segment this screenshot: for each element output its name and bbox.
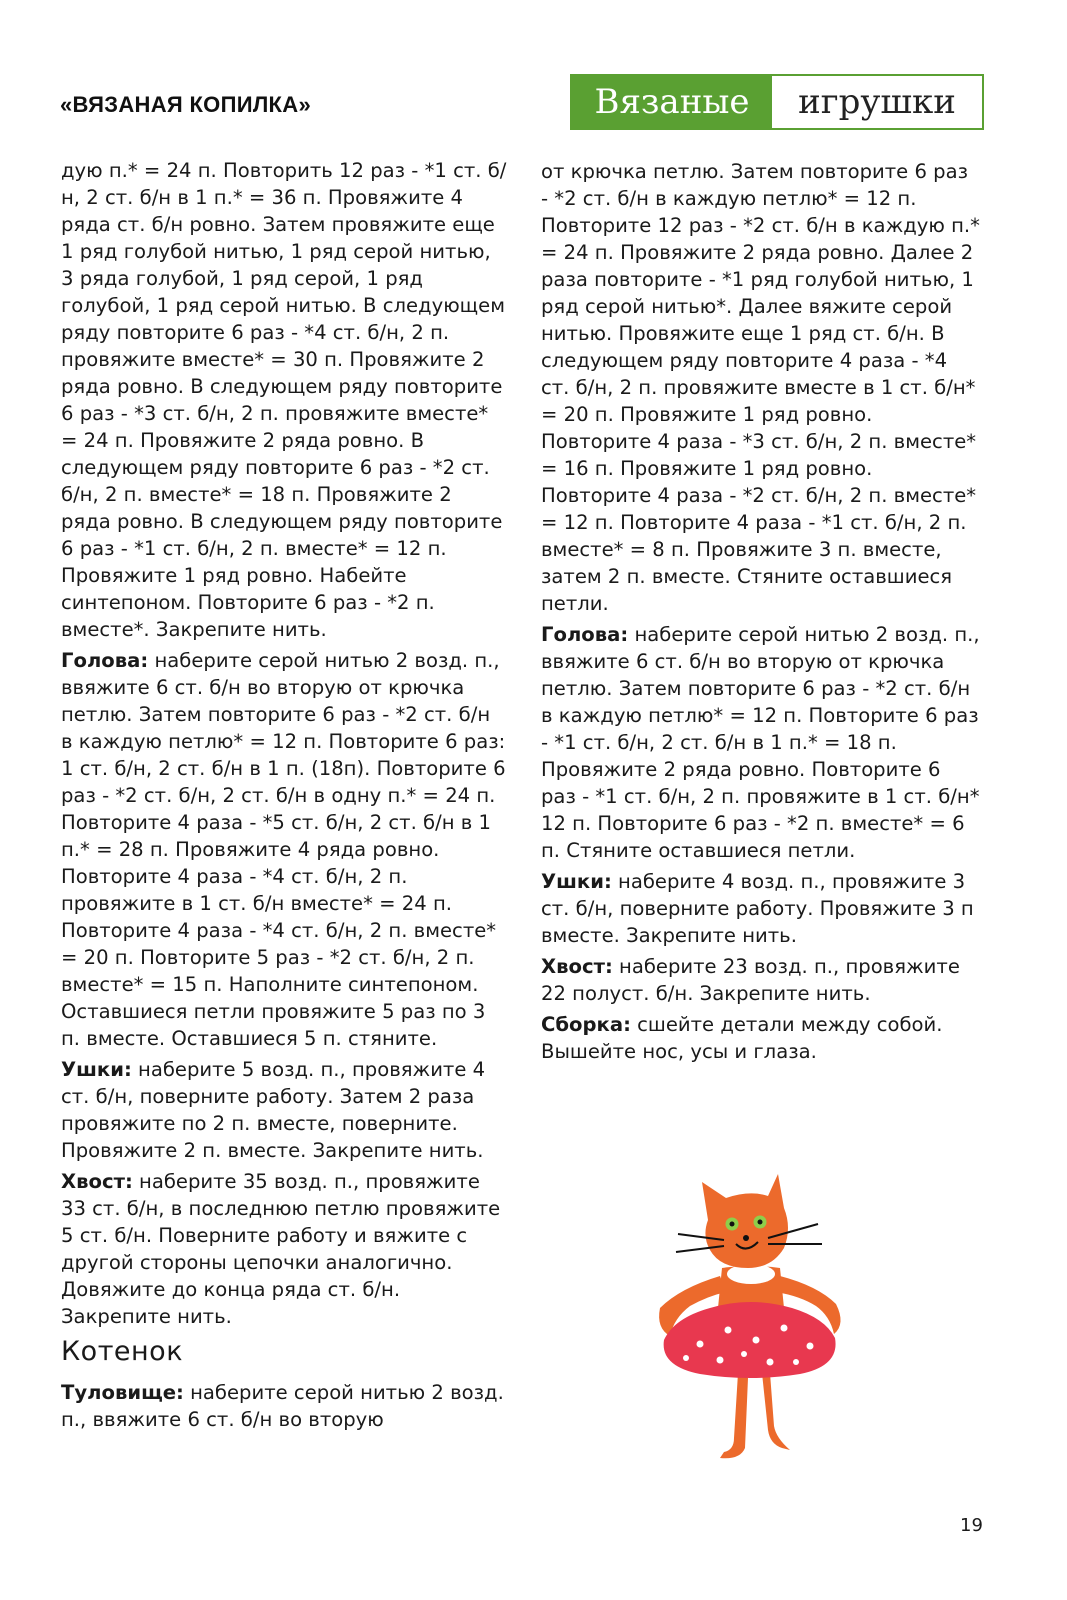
label-ears: Ушки: xyxy=(61,1058,132,1081)
skirt-dot xyxy=(717,1357,724,1364)
paragraph-body-left xyxy=(61,1379,507,1433)
text-ears: наберите 4 возд. п., провяжите 3 ст. б/н, поверните работу. Провяжите 3 п вместе. Закрепите нить. xyxy=(541,870,974,947)
text-body: наберите серой нитью 2 возд. п., ввяжите 6 ст. б/н во вторую xyxy=(61,1381,504,1431)
paragraph-ears-right xyxy=(541,868,981,949)
text-head: наберите серой нитью 2 возд. п., ввяжите 6 ст. б/н во вторую от крючка петлю. Затем повторите 6 раз - *2 ст. б/н в каждую петлю* = 12 п. Повторите 6 раз: 1 ст. б/н, 2 ст. б/н в 1 п. (18п). Повторите 6 раз - *2 ст. б/н, 2 ст. б/н в одну п.* = 24 п. Повторите 4 раза - *5 ст. б/н, 2 ст. б/н в 1 п.* = 28 п. Провяжите 4 ряда ровно. Повторите 4 раза - *4 ст. б/н, 2 п. провяжите в 1 ст. б/н вместе* = 24 п. Повторите 4 раза - *4 ст. б/н, 2 п. вместе* = 20 п. Повторите 5 раз - *2 ст. б/н, 2 п. вместе* = 15 п. Наполните синтепоном. Оставшиеся петли провяжите 5 раз по 3 п. вместе. Оставшиеся 5 п. стяните. xyxy=(61,649,506,1050)
label-ears: Ушки: xyxy=(541,870,612,893)
page-number: 19 xyxy=(960,1515,983,1536)
label-head: Голова: xyxy=(61,649,149,672)
label-assembly: Сборка: xyxy=(541,1013,631,1036)
paragraph-head-right xyxy=(541,621,981,864)
paragraph-tail-right xyxy=(541,953,981,1007)
skirt-dot xyxy=(683,1355,689,1361)
skirt-dot xyxy=(697,1341,704,1348)
banner-left-label: Вязаные xyxy=(572,76,772,128)
skirt-dot xyxy=(767,1359,774,1366)
page-title: «ВЯЗАНАЯ КОПИЛКА» xyxy=(60,92,312,117)
paragraph-head-left xyxy=(61,647,507,1052)
paragraph-intro-right: от крючка петлю. Затем повторите 6 раз - *2 ст. б/н в каждую петлю* = 12 п. Повторите 12 раз - *2 ст. б/н в каждую п.* = 24 п. Провяжите 2 ряда ровно. Далее 2 раза повторите - *1 ряд голубой нитью, 1 ряд серой нитью*. Далее вяжите серой нитью. Провяжите еще 1 ряд ст. б/н. В следующем ряду повторите 4 раза - *4 ст. б/н, 2 п. провяжите вместе в 1 ст. б/н* = 20 п. Провяжите 1 ряд ровно. Повторите 4 раза - *3 ст. б/н, 2 п. вместе* = 16 п. Провяжите 1 ряд ровно. Повторите 4 раза - *2 ст. б/н, 2 п. вместе* = 12 п. Повторите 4 раза - *1 ст. б/н, 2 п. вместе* = 8 п. Провяжите 3 п. вместе, затем 2 п. вместе. Стяните оставшиеся петли. xyxy=(541,160,980,615)
paragraph-tail-left xyxy=(61,1168,507,1330)
paragraph-ears-left xyxy=(61,1056,507,1164)
skirt-dot xyxy=(793,1359,799,1365)
skirt-dot xyxy=(753,1337,760,1344)
text-assembly: сшейте детали между собой. Вышейте нос, усы и глаза. xyxy=(541,1013,943,1063)
kitten-leg-right xyxy=(762,1373,790,1450)
text-head: наберите серой нитью 2 возд. п., ввяжите 6 ст. б/н во вторую от крючка петлю. Затем повторите 6 раз - *2 ст. б/н в каждую петлю* = 12 п. Повторите 6 раз - *1 ст. б/н, 2 ст. б/н в 1 п.* = 18 п. Провяжите 2 ряда ровно. Повторите 6 раз - *1 ст. б/н, 2 п. провяжите в 1 ст. б/н* 12 п. Повторите 6 раз - *2 п. вместе* = 6 п. Стяните оставшиеся петли. xyxy=(541,623,980,862)
kitten-illustration xyxy=(650,1168,860,1468)
section-banner xyxy=(570,74,984,130)
skirt-dot xyxy=(807,1343,814,1350)
paragraph-assembly-right xyxy=(541,1011,981,1065)
skirt-dot xyxy=(741,1351,747,1357)
label-tail: Хвост: xyxy=(541,955,613,978)
label-tail: Хвост: xyxy=(61,1170,133,1193)
right-column xyxy=(541,158,981,1069)
left-column xyxy=(61,157,507,1437)
text-tail: наберите 23 возд. п., провяжите 22 полуст. б/н. Закрепите нить. xyxy=(541,955,960,1005)
label-head: Голова: xyxy=(541,623,629,646)
kitten-skirt xyxy=(664,1302,836,1378)
banner-right-label: игрушки xyxy=(798,82,956,122)
text-ears: наберите 5 возд. п., провяжите 4 ст. б/н, поверните работу. Затем 2 раза провяжите по 2 п. вместе, поверните. Провяжите 2 п. вместе. Закрепите нить. xyxy=(61,1058,486,1162)
kitten-leg-left xyxy=(720,1373,748,1458)
label-body: Туловище: xyxy=(61,1381,184,1404)
skirt-dot xyxy=(725,1327,732,1334)
kitten-head xyxy=(702,1174,788,1268)
kitten-nose xyxy=(743,1235,749,1241)
text-tail: наберите 35 возд. п., провяжите 33 ст. б/н, в последнюю петлю провяжите 5 ст. б/н. Поверните работу и вяжите с другой стороны цепочки аналогично. Довяжите до конца ряда ст. б/н. Закрепите нить. xyxy=(61,1170,501,1328)
paragraph-intro-left: дую п.* = 24 п. Повторить 12 раз - *1 ст. б/н, 2 ст. б/н в 1 п.* = 36 п. Провяжите 4 ряда ст. б/н ровно. Затем провяжите еще 1 ряд голубой нитью, 1 ряд серой нитью, 3 ряда голубой, 1 ряд серой, 1 ряд голубой, 1 ряд серой нитью. В следующем ряду повторите 6 раз - *4 ст. б/н, 2 п. провяжите вместе* = 30 п. Провяжите 2 ряда ровно. В следующем ряду повторите 6 раз - *3 ст. б/н, 2 п. провяжите вместе* = 24 п. Провяжите 2 ряда ровно. В следующем ряду повторите 6 раз - *2 ст. б/н, 2 п. вместе* = 18 п. Провяжите 2 ряда ровно. В следующем ряду повторите 6 раз - *1 ст. б/н, 2 п. вместе* = 12 п. Провяжите 1 ряд ровно. Набейте синтепоном. Повторите 6 раз - *2 п. вместе*. Закрепите нить. xyxy=(61,159,507,641)
skirt-dot xyxy=(781,1325,788,1332)
subheading-kitten: Котенок xyxy=(61,1336,184,1367)
